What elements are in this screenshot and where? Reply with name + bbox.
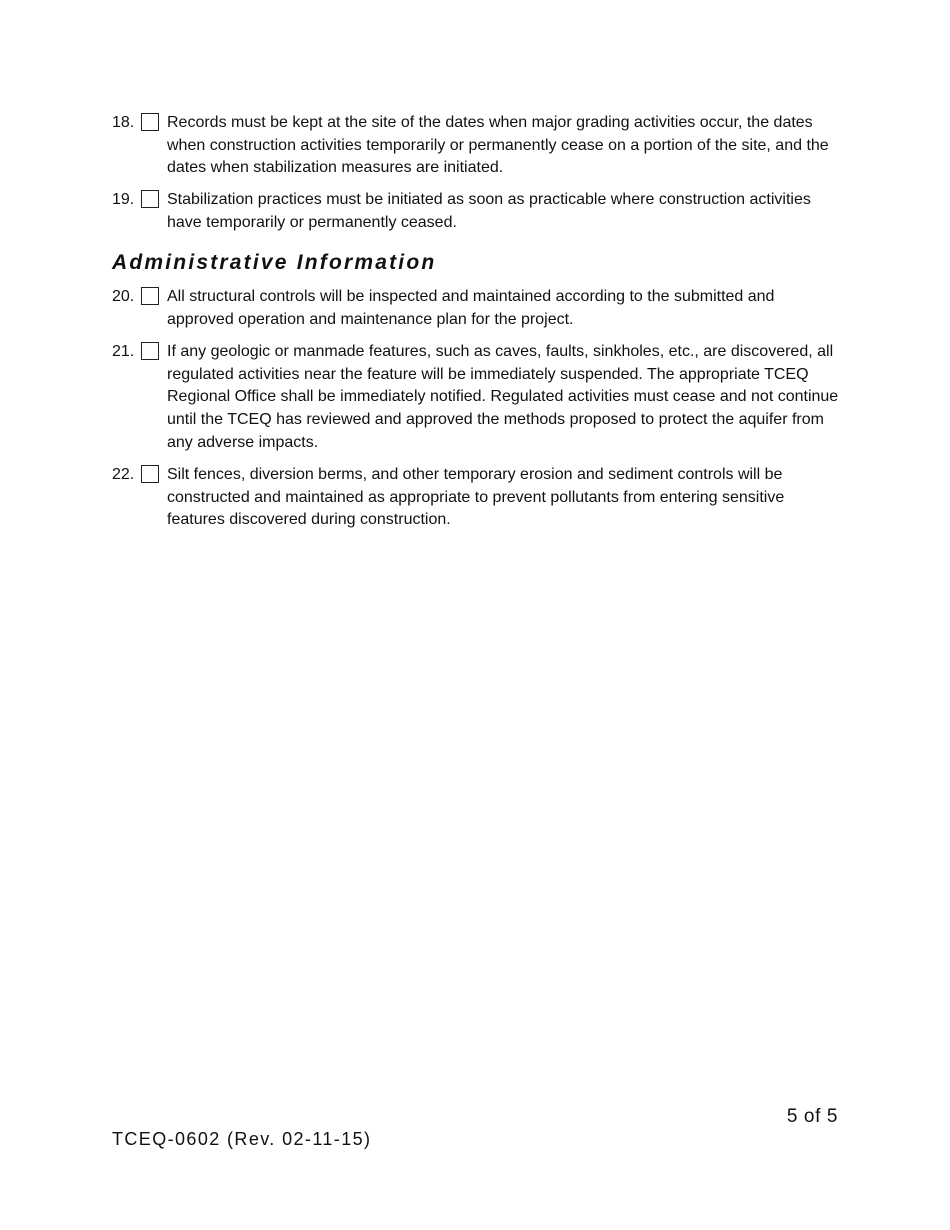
item-21-checkbox[interactable]	[141, 342, 159, 360]
item-number: 19.	[112, 191, 135, 208]
item-20-checkbox[interactable]	[141, 287, 159, 305]
list-item-22	[112, 464, 842, 532]
item-19-checkbox[interactable]	[141, 190, 159, 208]
section-heading: Administrative Information	[112, 251, 437, 274]
list-item-21	[112, 341, 842, 455]
form-id-footer: TCEQ-0602 (Rev. 02-11-15)	[112, 1129, 372, 1149]
list-item-19	[112, 189, 842, 234]
item-number: 22.	[112, 466, 135, 483]
item-text: All structural controls will be inspected and maintained according to the submitted and approved operation and maintenance plan for the project.	[167, 288, 775, 328]
page-number: 5 of 5	[786, 1106, 838, 1127]
item-18-checkbox[interactable]	[141, 113, 159, 131]
item-text: Silt fences, diversion berms, and other temporary erosion and sediment controls will be constructed and maintained as appropriate to prevent pollutants from entering sensitive features discovered during construction.	[167, 466, 785, 529]
item-text: Stabilization practices must be initiated as soon as practicable where construction activities have temporarily or permanently ceased.	[167, 191, 811, 231]
item-text: If any geologic or manmade features, such as caves, faults, sinkholes, etc., are discovered, all regulated activities near the feature will be immediately suspended. The appropriate TCEQ Regional Office shall be immediately notified. Regulated activities must cease and not continue until the TCEQ has reviewed and approved the methods proposed to protect the aquifer from any adverse impacts.	[167, 343, 839, 451]
item-text: Records must be kept at the site of the dates when major grading activities occur, the dates when construction activities temporarily or permanently cease on a portion of the site, and the dates when stabilization measures are initiated.	[167, 114, 829, 177]
item-number: 21.	[112, 343, 135, 360]
list-item-20	[112, 286, 842, 331]
item-22-checkbox[interactable]	[141, 465, 159, 483]
item-number: 20.	[112, 288, 135, 305]
item-number: 18.	[112, 114, 135, 131]
list-item-18	[112, 112, 842, 180]
